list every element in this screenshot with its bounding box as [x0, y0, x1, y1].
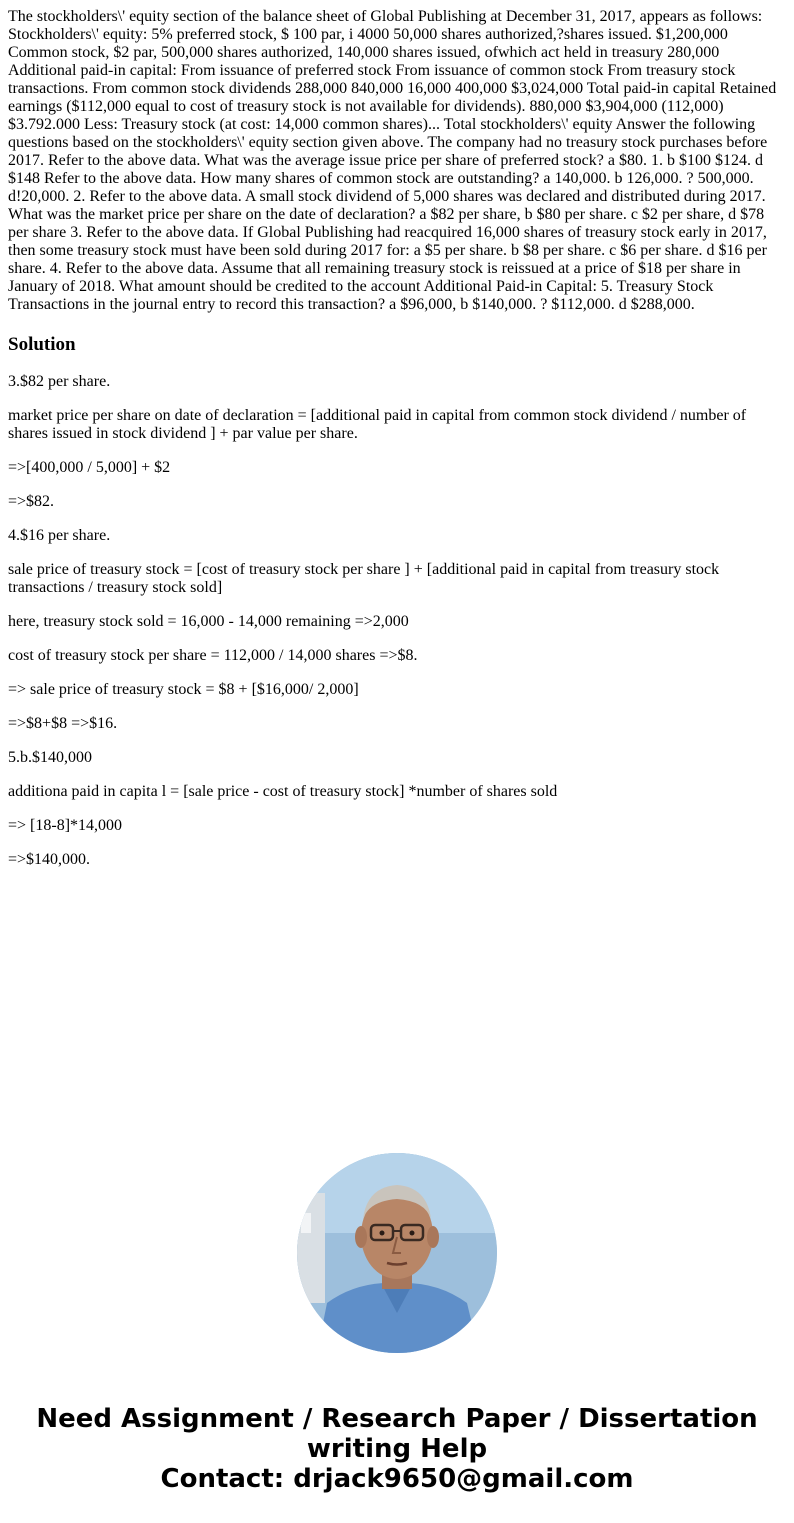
solution-line: 4.$16 per share.: [8, 527, 111, 544]
question-text: The stockholders\' equity section of the balance sheet of Global Publishing at December 31, 2017, appears as follows: Stockholders\' equity: 5% preferred stock, $ 100 par, i 4000 50,000 shares authorized,?shares issued. $1,200,000 Common stock, $2 par, 500,000 shares authorized, 140,000 shares issued, ofwhich act held in treasury 280,000 Additional paid-in capital: From issuance of preferred stock From issuance of common stock From treasury stock transactions. From common stock dividends 288,000 840,000 16,000 400,000 $3,024,000 Total paid-in capital Retained earnings ($112,000 equal to cost of treasury stock is not available for dividends). 880,000 $3,904,000 (112,000) $3.792.000 Less: Treasury stock (at cost: 14,000 common shares)... Total stockholders\' equity Answer the following questions based on the stockholders\' equity section given above. The company had no treasury stock purchases before 2017. Refer to the above data. What was the average issue price per share of preferred stock? a $80. 1. b $100 $124. d $148 Refer to the above data. How many shares of common stock are outstanding? a 140,000. b 126,000. ? 500,000. d!20,000. 2. Refer to the above data. A small stock dividend of 5,000 shares was declared and distributed during 2017. What was the market price per share on the date of declaration? a $82 per share, b $80 per share. c $2 per share, d $78 per share 3. Refer to the above data. If Global Publishing had reacquired 16,000 shares of treasury stock early in 2017, then some treasury stock must have been sold during 2017 for: a $5 per share. b $8 per share. c $6 per share. d $16 per share. 4. Refer to the above data. Assume that all remaining treasury stock is reissued at a price of $18 per share in January of 2018. What amount should be credited to the account Additional Paid-in Capital: 5. Treasury Stock Transactions in the journal entry to record this transaction? a $96,000, b $140,000. ? $112,000. d $288,000.: [8, 8, 777, 313]
solution-line: =>$8+$8 =>$16.: [8, 715, 118, 732]
solution-line: here, treasury stock sold = 16,000 - 14,000 remaining =>2,000: [8, 613, 409, 630]
contact-banner: [0, 1404, 794, 1494]
help-banner-text: Need Assignment / Research Paper / Dissertation writing Help: [36, 1404, 758, 1464]
solution-line: => sale price of treasury stock = $8 + [$16,000/ 2,000]: [8, 681, 359, 698]
solution-line: market price per share on date of declaration = [additional paid in capital from common stock dividend / number of shares issued in stock dividend ] + par value per share.: [8, 407, 747, 442]
solution-line: 3.$82 per share.: [8, 373, 111, 390]
solution-line: additiona paid in capita l = [sale price - cost of treasury stock] *number of shares sold: [8, 783, 558, 800]
solution-line: => [18-8]*14,000: [8, 817, 123, 834]
author-photo: [297, 1153, 497, 1353]
solution-line: =>[400,000 / 5,000] + $2: [8, 459, 171, 476]
solution-heading: Solution: [8, 334, 76, 355]
contact-email-text: Contact: drjack9650@gmail.com: [160, 1464, 634, 1494]
solution-line: cost of treasury stock per share = 112,000 / 14,000 shares =>$8.: [8, 647, 418, 664]
solution-line: =>$140,000.: [8, 851, 91, 868]
solution-line: sale price of treasury stock = [cost of treasury stock per share ] + [additional paid in capital from treasury stock transactions / treasury stock sold]: [8, 561, 720, 596]
solution-line: =>$82.: [8, 493, 55, 510]
solution-body: [8, 373, 786, 869]
solution-line: 5.b.$140,000: [8, 749, 92, 766]
